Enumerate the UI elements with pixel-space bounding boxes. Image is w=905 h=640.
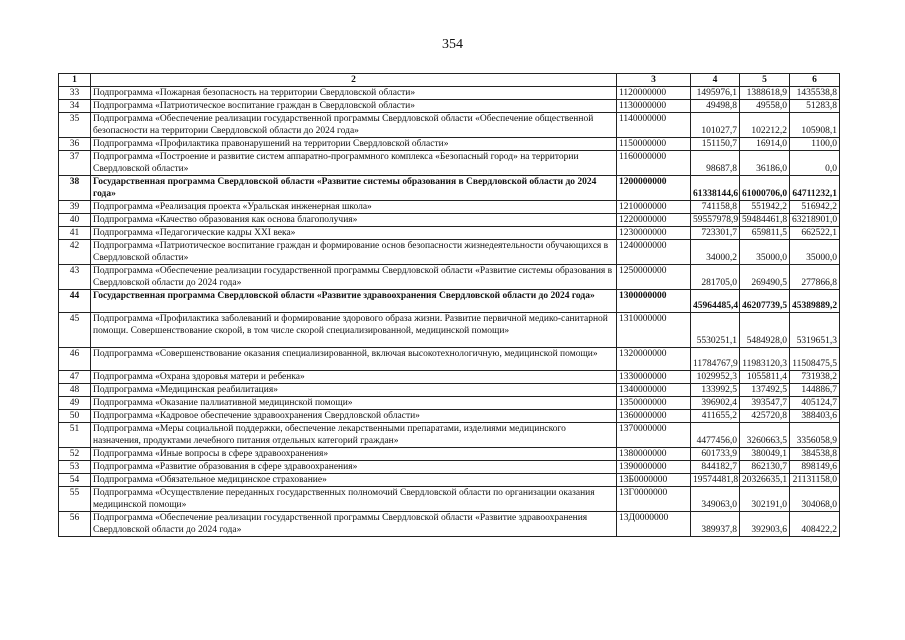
row-value-col5: 392903,6 [740, 512, 790, 537]
row-name: Подпрограмма «Развитие образования в сфере здравоохранения» [91, 461, 617, 474]
row-value-col4: 59557978,9 [691, 214, 740, 227]
row-value-col6: 51283,8 [790, 100, 840, 113]
row-value-col5: 35000,0 [740, 240, 790, 265]
row-value-col4: 389937,8 [691, 512, 740, 537]
row-code: 1320000000 [617, 348, 691, 371]
row-code: 1210000000 [617, 201, 691, 214]
row-value-col4: 1495976,1 [691, 87, 740, 100]
row-code: 1240000000 [617, 240, 691, 265]
row-number: 50 [59, 410, 91, 423]
row-value-col4: 844182,7 [691, 461, 740, 474]
table-row [59, 100, 840, 113]
row-value-col5: 102212,2 [740, 113, 790, 138]
row-number: 40 [59, 214, 91, 227]
table-row [59, 151, 840, 176]
row-number: 55 [59, 487, 91, 512]
row-number: 33 [59, 87, 91, 100]
row-name: Подпрограмма «Обеспечение реализации государственной программы Свердловской области «Обеспечение общественной безопасности на территории Свердловской области до 2024 года» [91, 113, 617, 138]
row-value-col5: 59484461,8 [740, 214, 790, 227]
row-number: 44 [59, 290, 91, 313]
row-value-col5: 16914,0 [740, 138, 790, 151]
row-value-col6: 64711232,1 [790, 176, 840, 201]
row-value-col4: 19574481,8 [691, 474, 740, 487]
row-name: Государственная программа Свердловской области «Развитие здравоохранения Свердловской области до 2024 года» [91, 290, 617, 313]
row-name: Подпрограмма «Реализация проекта «Уральская инженерная школа» [91, 201, 617, 214]
row-code: 1310000000 [617, 313, 691, 348]
row-number: 38 [59, 176, 91, 201]
row-code: 1160000000 [617, 151, 691, 176]
row-number: 43 [59, 265, 91, 290]
table-body [59, 74, 840, 537]
header-col-1: 1 [59, 74, 91, 87]
row-value-col5: 5484928,0 [740, 313, 790, 348]
row-value-col4: 45964485,4 [691, 290, 740, 313]
row-value-col6: 45389889,2 [790, 290, 840, 313]
row-value-col5: 380049,1 [740, 448, 790, 461]
row-number: 34 [59, 100, 91, 113]
row-value-col4: 741158,8 [691, 201, 740, 214]
row-number: 42 [59, 240, 91, 265]
row-name: Подпрограмма «Иные вопросы в сфере здравоохранения» [91, 448, 617, 461]
table-row [59, 384, 840, 397]
row-value-col4: 133992,5 [691, 384, 740, 397]
table-row [59, 265, 840, 290]
table-row [59, 227, 840, 240]
row-number: 52 [59, 448, 91, 461]
row-value-col6: 408422,2 [790, 512, 840, 537]
row-value-col6: 0,0 [790, 151, 840, 176]
row-number: 45 [59, 313, 91, 348]
row-code: 13Д0000000 [617, 512, 691, 537]
row-name: Подпрограмма «Обязательное медицинское страхование» [91, 474, 617, 487]
row-value-col6: 5319651,3 [790, 313, 840, 348]
row-value-col5: 137492,5 [740, 384, 790, 397]
row-value-col4: 349063,0 [691, 487, 740, 512]
table-row [59, 461, 840, 474]
row-code: 1360000000 [617, 410, 691, 423]
row-name: Подпрограмма «Меры социальной поддержки, обеспечение лекарственными препаратами, изделиями медицинского назначения, продуктами лечебного питания отдельных категорий граждан» [91, 423, 617, 448]
row-value-col5: 20326635,1 [740, 474, 790, 487]
row-number: 41 [59, 227, 91, 240]
row-value-col4: 34000,2 [691, 240, 740, 265]
row-number: 56 [59, 512, 91, 537]
row-value-col5: 3260663,5 [740, 423, 790, 448]
row-code: 1350000000 [617, 397, 691, 410]
budget-table [58, 73, 840, 537]
table-row [59, 113, 840, 138]
row-code: 1330000000 [617, 371, 691, 384]
row-name: Подпрограмма «Профилактика заболеваний и формирование здорового образа жизни. Развитие первичной медико-санитарной помощи. Совершенствование скорой, в том числе скорой специализированной, медицинской помощи» [91, 313, 617, 348]
header-col-2: 2 [91, 74, 617, 87]
row-value-col6: 35000,0 [790, 240, 840, 265]
table-row [59, 397, 840, 410]
row-name: Подпрограмма «Обеспечение реализации государственной программы Свердловской области «Развитие здравоохранения Свердловской области до 2024 года» [91, 512, 617, 537]
row-value-col4: 98687,8 [691, 151, 740, 176]
row-name: Подпрограмма «Педагогические кадры XXI века» [91, 227, 617, 240]
header-col-5: 5 [740, 74, 790, 87]
table-row [59, 87, 840, 100]
row-number: 39 [59, 201, 91, 214]
row-value-col5: 11983120,3 [740, 348, 790, 371]
row-value-col4: 723301,7 [691, 227, 740, 240]
row-number: 35 [59, 113, 91, 138]
row-name: Подпрограмма «Построение и развитие систем аппаратно-программного комплекса «Безопасный город» на территории Свердловской области» [91, 151, 617, 176]
row-value-col6: 63218901,0 [790, 214, 840, 227]
row-name: Подпрограмма «Медицинская реабилитация» [91, 384, 617, 397]
row-code: 1220000000 [617, 214, 691, 227]
table-row [59, 474, 840, 487]
row-code: 1250000000 [617, 265, 691, 290]
row-value-col4: 1029952,3 [691, 371, 740, 384]
table-row [59, 290, 840, 313]
row-value-col4: 101027,7 [691, 113, 740, 138]
row-value-col6: 898149,6 [790, 461, 840, 474]
row-code: 1150000000 [617, 138, 691, 151]
table-row [59, 448, 840, 461]
row-value-col5: 49558,0 [740, 100, 790, 113]
table-row [59, 410, 840, 423]
row-value-col4: 281705,0 [691, 265, 740, 290]
row-name: Подпрограмма «Охрана здоровья матери и ребенка» [91, 371, 617, 384]
row-name: Подпрограмма «Патриотическое воспитание граждан в Свердловской области» [91, 100, 617, 113]
row-number: 53 [59, 461, 91, 474]
row-value-col5: 1055811,4 [740, 371, 790, 384]
row-value-col4: 396902,4 [691, 397, 740, 410]
row-value-col6: 3356058,9 [790, 423, 840, 448]
page-number: 354 [442, 37, 463, 52]
row-value-col5: 61000706,0 [740, 176, 790, 201]
row-value-col5: 1388618,9 [740, 87, 790, 100]
header-col-3: 3 [617, 74, 691, 87]
row-value-col4: 61338144,6 [691, 176, 740, 201]
row-name: Подпрограмма «Совершенствование оказания специализированной, включая высокотехнологичную, медицинской помощи» [91, 348, 617, 371]
row-value-col4: 11784767,9 [691, 348, 740, 371]
row-number: 51 [59, 423, 91, 448]
row-value-col6: 277866,8 [790, 265, 840, 290]
header-col-4: 4 [691, 74, 740, 87]
row-number: 46 [59, 348, 91, 371]
row-value-col4: 601733,9 [691, 448, 740, 461]
header-col-6: 6 [790, 74, 840, 87]
row-value-col5: 551942,2 [740, 201, 790, 214]
table-row [59, 176, 840, 201]
row-value-col6: 384538,8 [790, 448, 840, 461]
row-value-col5: 269490,5 [740, 265, 790, 290]
row-value-col6: 388403,6 [790, 410, 840, 423]
row-value-col5: 36186,0 [740, 151, 790, 176]
row-code: 1390000000 [617, 461, 691, 474]
row-value-col4: 151150,7 [691, 138, 740, 151]
row-value-col5: 46207739,5 [740, 290, 790, 313]
row-code: 1230000000 [617, 227, 691, 240]
table-header-row [59, 74, 840, 87]
row-value-col6: 405124,7 [790, 397, 840, 410]
row-name: Подпрограмма «Оказание паллиативной медицинской помощи» [91, 397, 617, 410]
row-name: Подпрограмма «Обеспечение реализации государственной программы Свердловской области «Развитие системы образования в Свердловской области до 2024 года» [91, 265, 617, 290]
row-code: 13Б0000000 [617, 474, 691, 487]
table-row [59, 487, 840, 512]
table-row [59, 313, 840, 348]
row-value-col5: 862130,7 [740, 461, 790, 474]
row-value-col6: 731938,2 [790, 371, 840, 384]
row-value-col5: 425720,8 [740, 410, 790, 423]
table-row [59, 423, 840, 448]
row-name: Государственная программа Свердловской области «Развитие системы образования в Свердловской области до 2024 года» [91, 176, 617, 201]
row-value-col6: 21131158,0 [790, 474, 840, 487]
row-number: 37 [59, 151, 91, 176]
row-name: Подпрограмма «Кадровое обеспечение здравоохранения Свердловской области» [91, 410, 617, 423]
row-value-col4: 411655,2 [691, 410, 740, 423]
row-name: Подпрограмма «Пожарная безопасность на территории Свердловской области» [91, 87, 617, 100]
row-value-col6: 304068,0 [790, 487, 840, 512]
row-number: 54 [59, 474, 91, 487]
table-row [59, 240, 840, 265]
table-row [59, 512, 840, 537]
table-row [59, 371, 840, 384]
row-value-col5: 659811,5 [740, 227, 790, 240]
row-number: 48 [59, 384, 91, 397]
row-value-col6: 11508475,5 [790, 348, 840, 371]
row-number: 36 [59, 138, 91, 151]
row-name: Подпрограмма «Осуществление переданных государственных полномочий Свердловской области по организации оказания медицинской помощи» [91, 487, 617, 512]
row-number: 47 [59, 371, 91, 384]
row-name: Подпрограмма «Профилактика правонарушений на территории Свердловской области» [91, 138, 617, 151]
row-code: 1140000000 [617, 113, 691, 138]
table-row [59, 348, 840, 371]
row-value-col4: 5530251,1 [691, 313, 740, 348]
row-code: 1120000000 [617, 87, 691, 100]
table-row [59, 138, 840, 151]
row-value-col5: 302191,0 [740, 487, 790, 512]
row-value-col6: 1100,0 [790, 138, 840, 151]
row-code: 1380000000 [617, 448, 691, 461]
row-code: 1370000000 [617, 423, 691, 448]
row-value-col6: 105908,1 [790, 113, 840, 138]
row-code: 1300000000 [617, 290, 691, 313]
row-code: 1130000000 [617, 100, 691, 113]
row-code: 13Г0000000 [617, 487, 691, 512]
table-row [59, 214, 840, 227]
row-value-col6: 516942,2 [790, 201, 840, 214]
row-code: 1200000000 [617, 176, 691, 201]
row-value-col4: 4477456,0 [691, 423, 740, 448]
row-value-col6: 1435538,8 [790, 87, 840, 100]
table-row [59, 201, 840, 214]
row-number: 49 [59, 397, 91, 410]
row-value-col6: 662522,1 [790, 227, 840, 240]
row-value-col4: 49498,8 [691, 100, 740, 113]
row-value-col6: 144886,7 [790, 384, 840, 397]
row-name: Подпрограмма «Патриотическое воспитание граждан и формирование основ безопасности жизнедеятельности обучающихся в Свердловской области» [91, 240, 617, 265]
row-value-col5: 393547,7 [740, 397, 790, 410]
row-name: Подпрограмма «Качество образования как основа благополучия» [91, 214, 617, 227]
row-code: 1340000000 [617, 384, 691, 397]
